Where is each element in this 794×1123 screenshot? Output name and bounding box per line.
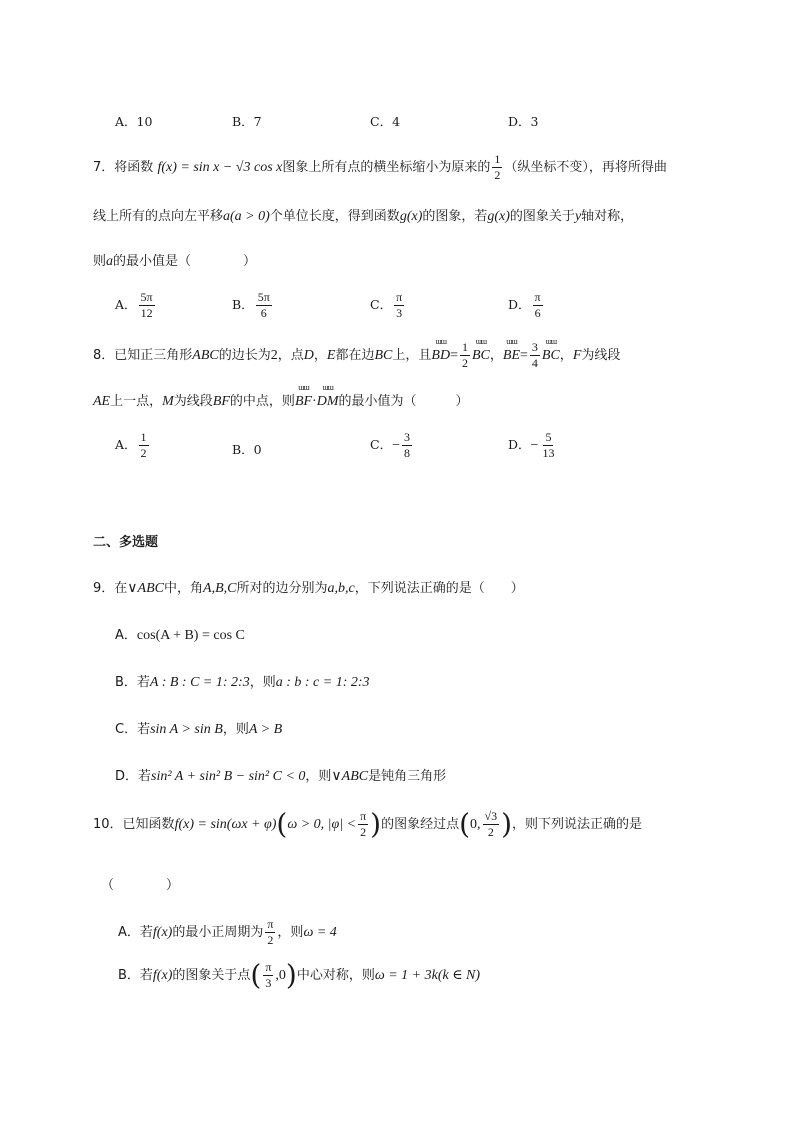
q10-fraction: $\frac{\pi}{2}$: [360, 809, 367, 839]
q8-text: 上一点，: [110, 394, 163, 409]
q8-number: 8．: [93, 348, 115, 363]
q9-text: 在: [114, 581, 128, 596]
q8-BC: BC: [374, 348, 393, 363]
q8-eq: =: [450, 348, 458, 363]
q8-M: M: [162, 394, 174, 409]
q7-line2: [93, 205, 633, 225]
q8-option-b: B．0: [232, 442, 262, 457]
q7-option-a: A． $\frac{5\pi}{12}$: [115, 290, 153, 320]
q7-option-d: D． $\frac{\pi}{6}$: [508, 290, 541, 320]
q9-number: 9．: [93, 581, 115, 596]
q8-BF: BF: [212, 394, 230, 409]
q7-text: 的图象，若: [422, 209, 488, 224]
q8-text: ，: [313, 348, 327, 363]
q10-function: f(x) = sin(ωx + φ): [174, 817, 277, 832]
q9-option-d: D．若sin² A + sin² B − sin² C < 0，则∨ABC是钝角三角形: [115, 769, 447, 784]
q8-E: E: [326, 348, 336, 363]
q8-vector-BC: ɯɯ BC: [541, 337, 560, 363]
q7-option-c: C． $\frac{\pi}{3}$: [370, 290, 403, 320]
q8-option-a: A． $\frac{1}{2}$: [115, 430, 147, 460]
q7-option-b: B． $\frac{5\pi}{6}$: [232, 290, 270, 320]
q9-text: 所对的边分别为: [236, 581, 328, 596]
q8-text: ，点: [277, 348, 304, 363]
q8-abc: ABC: [192, 348, 219, 363]
q8-two: 2: [270, 348, 278, 363]
q8-text: 上，且: [392, 348, 432, 363]
q6-option-c: C．4: [370, 114, 401, 129]
q9-sides: a,b,c: [327, 581, 355, 596]
q10-condition: ω > 0, |φ| <: [287, 817, 357, 832]
q8-F: F: [572, 348, 582, 363]
q9-option-a: A．cos(A + B) = cos C: [115, 628, 245, 643]
q8-vector-DM: ɯɯ DM: [316, 383, 339, 409]
q10-paren-line: （ ）: [101, 878, 180, 893]
q10-option-b: B．若f(x)的图象关于点( $\frac{\pi}{3}$ ,0)中心对称，则ω = 1 + 3k(k ∈ N): [118, 958, 481, 992]
q10-text: 已知函数: [122, 817, 175, 832]
q10-stem: 10．已知函数f(x) = sin(ωx + φ)(ω > 0, |φ| < $\frac{\pi}{2}$ )的图象经过点(0, $\frac{√3}{2}$ )，则下列说法正确的是: [93, 807, 643, 841]
q8-text: ，: [559, 348, 573, 363]
q9-triangle: ∨ABC: [127, 581, 164, 596]
q7-function: f(x) = sin x − √3 cos x: [157, 160, 283, 175]
q8-option-d: D．− $\frac{5}{13}$: [508, 430, 555, 460]
q8-AE: AE: [93, 394, 111, 409]
q8-text: 的最小值为（ ）: [338, 394, 469, 409]
q7-number: 7．: [93, 160, 115, 175]
q8-fraction: $\frac{1}{2}$: [461, 340, 468, 370]
q8-line1: [93, 337, 621, 371]
q7-text: 将函数: [114, 160, 154, 175]
q7-text: 个单位长度，得到函数: [269, 209, 400, 224]
q7-text: 轴对称，: [581, 209, 634, 224]
q7-yvar: y: [574, 209, 582, 224]
q7-text: 则: [93, 254, 107, 269]
q7-shift: a(a > 0): [223, 209, 270, 224]
q8-text: 为线段: [581, 348, 621, 363]
q8-eq: =: [520, 348, 528, 363]
q8-text: 的边长为: [218, 348, 271, 363]
q7-text: 线上所有的点向左平移: [93, 209, 224, 224]
q8-line2: [93, 383, 469, 410]
q7-text: （纵坐标不变），再将所得曲: [504, 160, 667, 175]
q10-fraction: $\frac{√3}{2}$: [484, 809, 498, 839]
q8-text: 的中点，则: [229, 394, 295, 409]
q9-text: 中，角: [164, 581, 204, 596]
q7-text: 的最小值是（ ）: [113, 254, 257, 269]
q7-line3: [93, 250, 256, 270]
q6-option-d: D．3: [508, 114, 539, 129]
q9-text: ，下列说法正确的是（ ）: [354, 581, 524, 596]
q6-option-b: B．7: [232, 114, 262, 129]
q8-text: 已知正三角形: [114, 348, 193, 363]
q8-text: 都在边: [335, 348, 375, 363]
q9-option-b: B．若A : B : C = 1: 2:3，则a : b : c = 1: 2:3: [115, 675, 370, 690]
q7-line1: [93, 152, 667, 183]
q7-text: 图象上所有点的横坐标缩小为原来的: [282, 160, 491, 175]
q8-option-c: C．− $\frac{3}{8}$: [370, 430, 410, 460]
q9-option-c: C．若sin A > sin B，则A > B: [115, 722, 283, 737]
q8-fraction: $\frac{3}{4}$: [531, 340, 538, 370]
q8-text: ，: [489, 348, 503, 363]
q7-gx: g(x): [487, 209, 510, 224]
q6-option-a: A．10: [115, 114, 153, 129]
section-heading: 二、多选题: [93, 535, 159, 550]
q10-number: 10．: [93, 817, 123, 832]
q8-vector-BC: ɯɯ BC: [471, 337, 490, 363]
q9-stem: [93, 577, 524, 597]
q10-point: 0,: [470, 817, 481, 832]
q8-D: D: [303, 348, 314, 363]
q8-vector-BE: ɯɯ BE: [502, 337, 520, 363]
q7-fraction-half: $\frac{1}{2}$: [494, 152, 501, 182]
q9-angles: A,B,C: [203, 581, 237, 596]
q7-text: 的图象关于: [509, 209, 575, 224]
q10-text: 的图象经过点: [381, 817, 460, 832]
q10-text: ，则下列说法正确的是: [512, 817, 643, 832]
q8-text: 为线段: [173, 394, 213, 409]
q7-gx: g(x): [399, 209, 423, 224]
q7-avar: a: [106, 254, 114, 269]
q8-vector-BF: ɯɯ BF: [294, 383, 313, 409]
q8-vector-BD: ɯɯ BD: [431, 337, 451, 363]
q8-dot: ·: [312, 394, 317, 409]
q10-option-a: A．若f(x)的最小正周期为 $\frac{\pi}{2}$ ，则ω = 4: [118, 917, 337, 947]
